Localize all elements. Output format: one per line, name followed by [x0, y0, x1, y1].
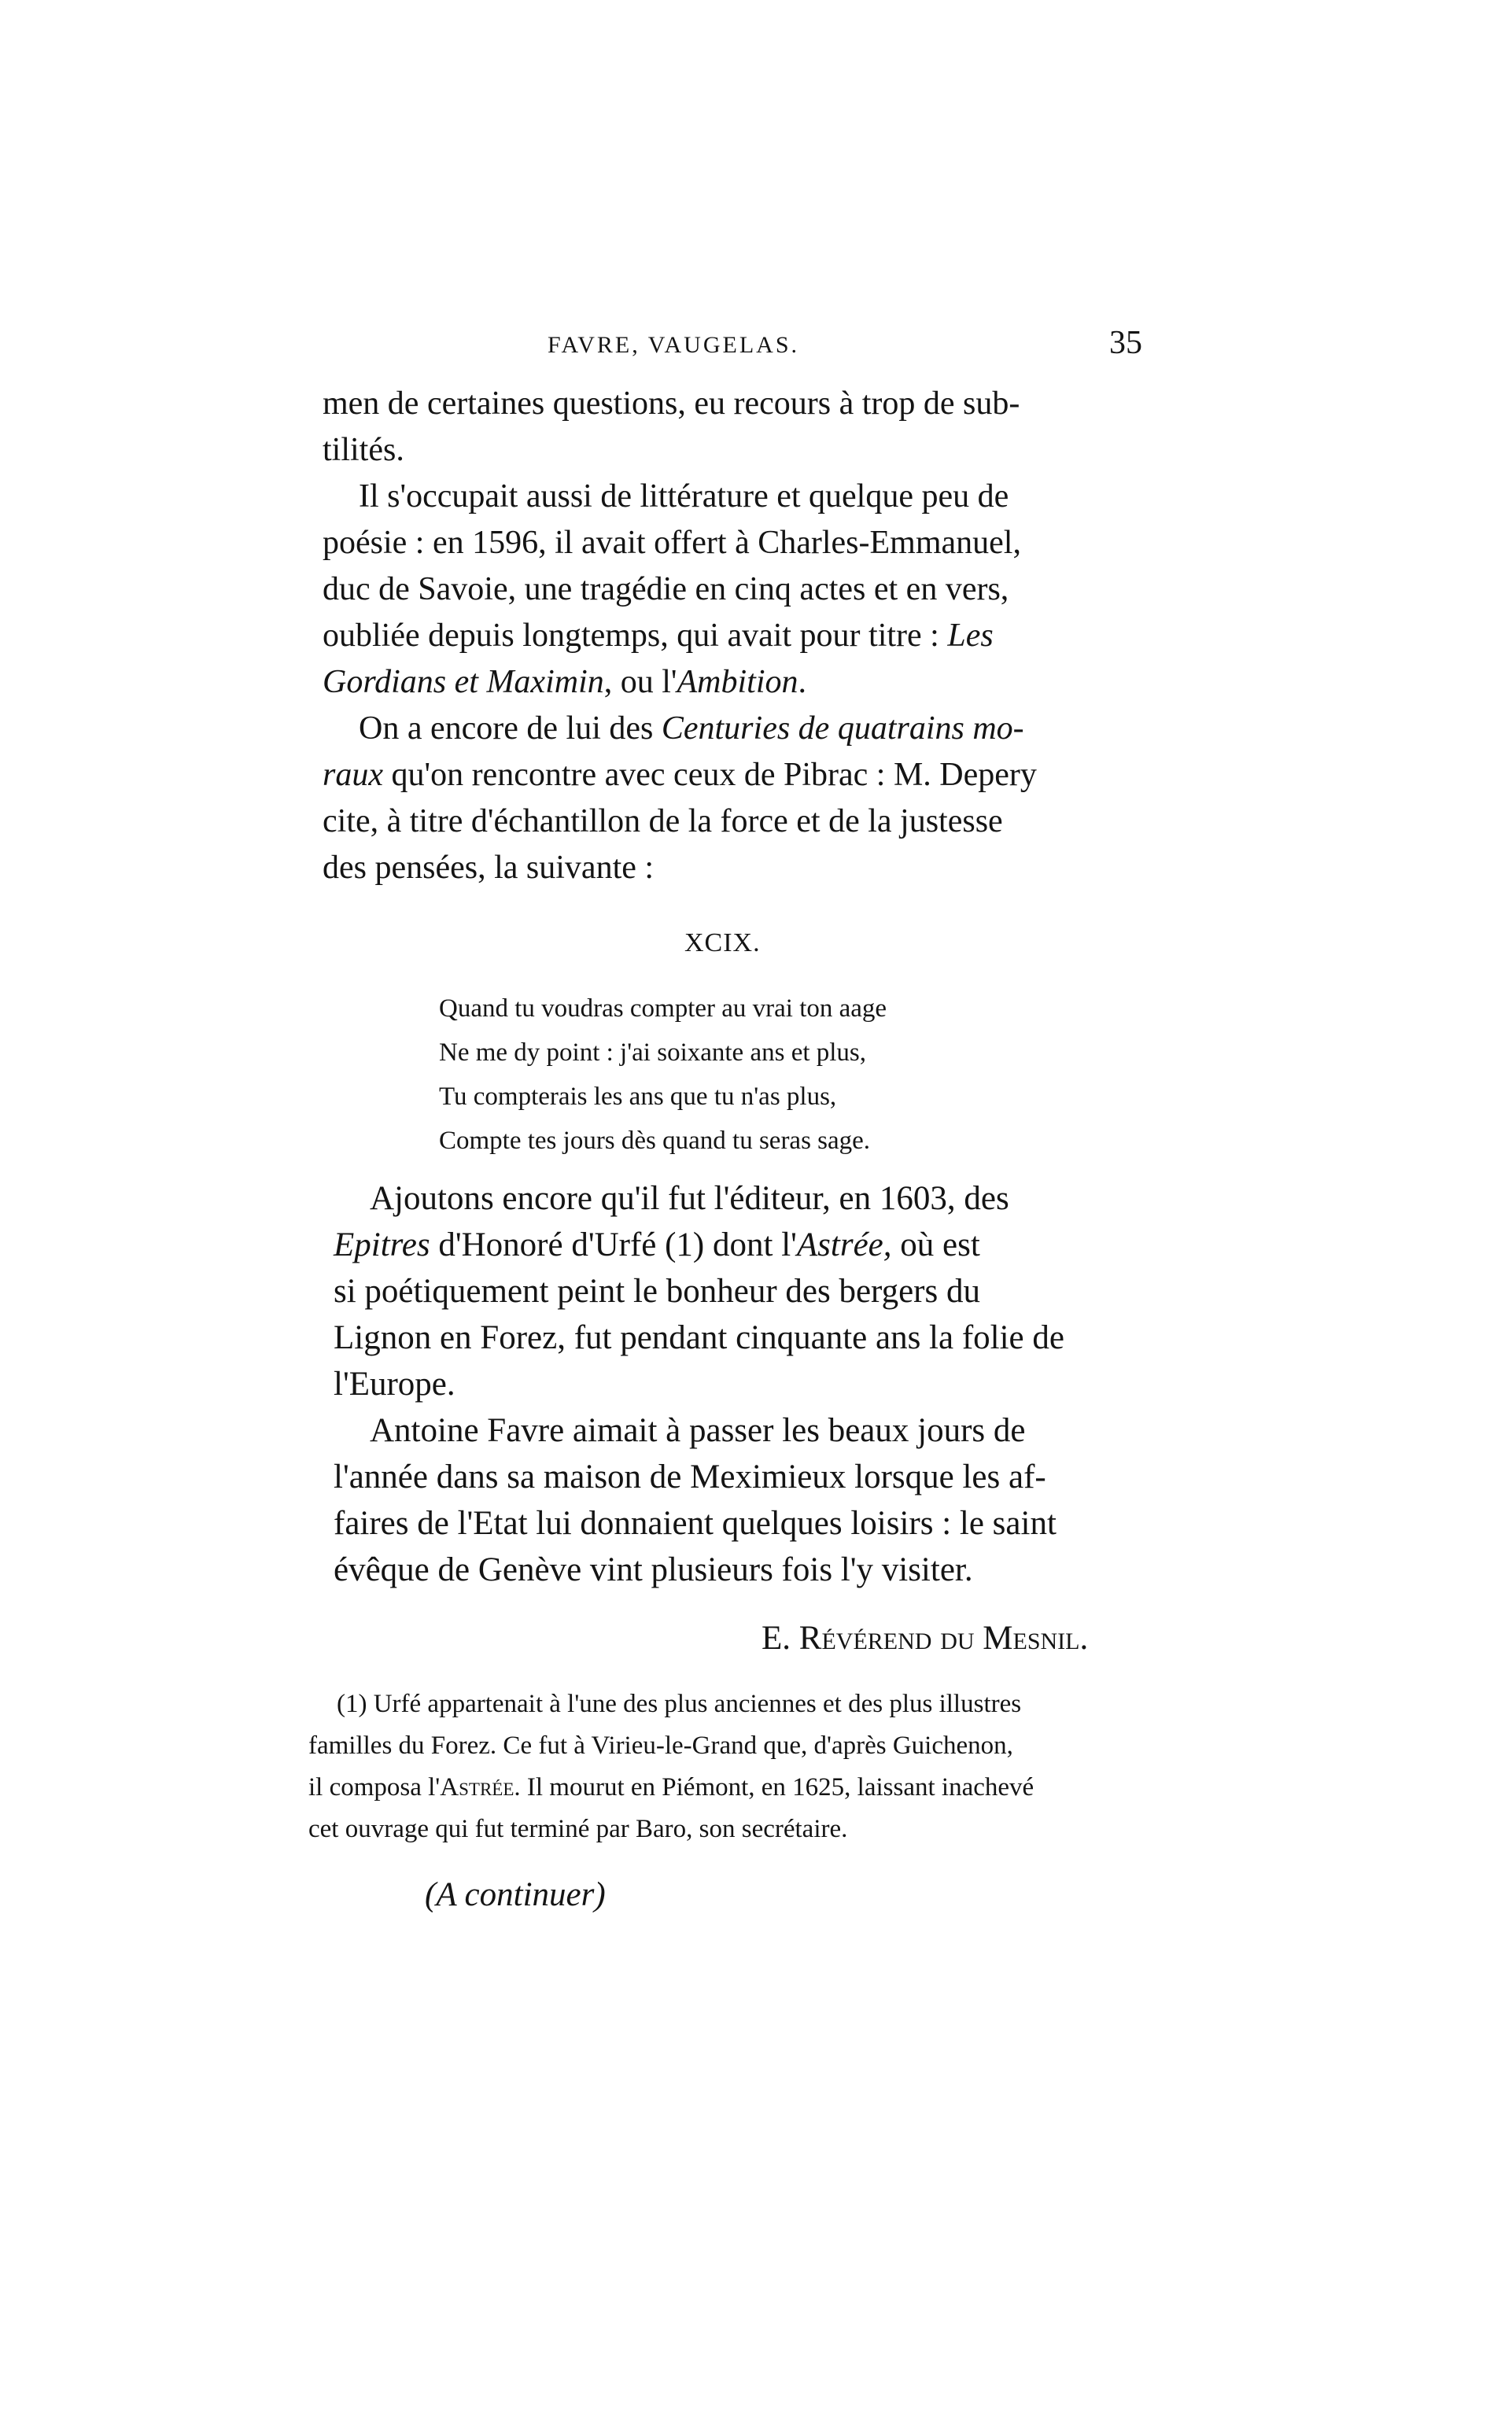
text-line: Ajoutons encore qu'il fut l'éditeur, en 1603, des: [370, 1180, 1009, 1217]
text-line: poésie : en 1596, il avait offert à Charles-Emmanuel,: [323, 525, 1021, 561]
body-bottom: [334, 1175, 1064, 1593]
text-line: tilités.: [323, 432, 404, 468]
author-signature: E. Révérend du Mesnil.: [762, 1620, 1089, 1657]
text-line: Epitres d'Honoré d'Urfé (1) dont l'Astrée, où est: [334, 1226, 980, 1263]
text-line: faires de l'Etat lui donnaient quelques loisirs : le saint: [334, 1505, 1057, 1542]
footnote-line: il composa l'Astrée. Il mourut en Piémont, en 1625, laissant inachevé: [308, 1773, 1034, 1802]
text-line: duc de Savoie, une tragédie en cinq actes et en vers,: [323, 571, 1009, 607]
quatrain: [439, 987, 887, 1163]
text-line: raux qu'on rencontre avec ceux de Pibrac : M. Depery: [323, 757, 1037, 793]
text-line: des pensées, la suivante :: [323, 850, 655, 886]
page-number: 35: [1109, 325, 1142, 361]
verse-line: Compte tes jours dès quand tu seras sage.: [439, 1127, 871, 1155]
text-line: Il s'occupait aussi de littérature et quelque peu de: [359, 478, 1009, 514]
text-line: évêque de Genève vint plusieurs fois l'y visiter.: [334, 1551, 973, 1588]
text-line: Gordians et Maximin, ou l'Ambition.: [323, 664, 806, 700]
footnote-line: (1) Urfé appartenait à l'une des plus anciennes et des plus illustres: [337, 1690, 1022, 1718]
text-line: Antoine Favre aimait à passer les beaux jours de: [370, 1412, 1026, 1449]
verse-line: Tu compterais les ans que tu n'as plus,: [439, 1082, 837, 1111]
footnote-line: cet ouvrage qui fut terminé par Baro, son secrétaire.: [308, 1815, 848, 1843]
footnote-line: familles du Forez. Ce fut à Virieu-le-Grand que, d'après Guichenon,: [308, 1731, 1013, 1760]
text-line: l'Europe.: [334, 1366, 455, 1403]
author-name: Révérend du Mesnil.: [798, 1620, 1089, 1657]
text-line: cite, à titre d'échantillon de la force et de la justesse: [323, 803, 1003, 839]
continuation-note: (A continuer): [425, 1876, 606, 1913]
body-top: [323, 381, 1037, 891]
verse-line: Quand tu voudras compter au vrai ton aage: [439, 994, 887, 1023]
text-line: oubliée depuis longtemps, qui avait pour titre : Les: [323, 618, 994, 654]
text-line: si poétiquement peint le bonheur des bergers du: [334, 1273, 980, 1310]
text-line: l'année dans sa maison de Meximieux lorsque les af-: [334, 1459, 1046, 1495]
running-title: FAVRE, VAUGELAS.: [548, 332, 800, 358]
verse-line: Ne me dy point : j'ai soixante ans et plus,: [439, 1038, 867, 1067]
verse-number: XCIX.: [684, 928, 761, 957]
text-line: On a encore de lui des Centuries de quatrains mo-: [359, 710, 1024, 747]
footnote: [308, 1684, 1034, 1850]
text-line: Lignon en Forez, fut pendant cinquante ans la folie de: [334, 1319, 1064, 1356]
text-line: men de certaines questions, eu recours à trop de sub-: [323, 385, 1020, 422]
